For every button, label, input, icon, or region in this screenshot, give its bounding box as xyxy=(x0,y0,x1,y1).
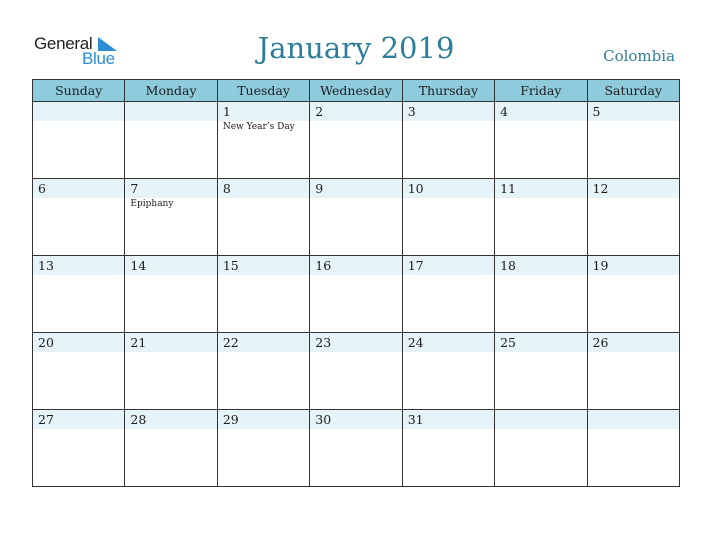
day-number: 27 xyxy=(38,412,54,427)
weekday-header: Tuesday xyxy=(217,80,309,102)
week-row xyxy=(33,179,680,256)
day-number: 14 xyxy=(130,258,147,273)
day-cell xyxy=(33,410,125,487)
day-cell xyxy=(495,179,587,256)
calendar-title: January 2019 xyxy=(257,31,455,65)
day-cell-band xyxy=(125,179,216,198)
day-cell xyxy=(217,256,309,333)
day-cell xyxy=(33,333,125,410)
weekday-header: Wednesday xyxy=(310,80,402,102)
day-number: 9 xyxy=(315,181,324,196)
day-cell xyxy=(402,333,494,410)
day-number: 30 xyxy=(315,412,332,427)
day-cell xyxy=(217,333,309,410)
day-cell xyxy=(495,102,587,179)
day-number: 16 xyxy=(315,258,332,273)
day-number: 7 xyxy=(130,181,139,196)
day-cell xyxy=(587,256,679,333)
day-cell xyxy=(402,410,494,487)
day-cell xyxy=(310,102,402,179)
day-number: 11 xyxy=(500,181,517,196)
logo-text-general: General xyxy=(34,34,93,53)
day-number: 4 xyxy=(500,104,509,119)
day-cell xyxy=(495,256,587,333)
day-number: 18 xyxy=(500,258,517,273)
day-cell-band xyxy=(125,102,216,121)
day-cell-band xyxy=(588,102,679,121)
day-number: 24 xyxy=(407,335,424,350)
weekday-header: Thursday xyxy=(402,80,494,102)
day-cell-band xyxy=(495,102,586,121)
day-cell xyxy=(310,410,402,487)
day-cell xyxy=(217,102,309,179)
day-cell xyxy=(125,256,217,333)
day-cell xyxy=(310,256,402,333)
logo-text-blue: Blue xyxy=(82,49,115,68)
day-number: 28 xyxy=(130,412,147,427)
day-cell xyxy=(33,102,125,179)
day-cell xyxy=(402,102,494,179)
day-cell xyxy=(402,256,494,333)
day-number: 21 xyxy=(130,335,147,350)
day-number: 3 xyxy=(407,104,416,119)
day-cell-band xyxy=(495,410,586,429)
day-number: 20 xyxy=(38,335,54,350)
day-cell xyxy=(310,179,402,256)
day-cell xyxy=(125,102,217,179)
day-cell xyxy=(310,333,402,410)
holiday-label: New Year’s Day xyxy=(222,122,295,132)
day-cell xyxy=(33,256,125,333)
weekday-header: Saturday xyxy=(587,80,679,102)
day-number: 26 xyxy=(592,335,609,350)
day-number: 12 xyxy=(592,181,609,196)
day-number: 19 xyxy=(592,258,609,273)
week-row xyxy=(33,410,680,487)
day-number: 17 xyxy=(407,258,424,273)
day-number: 10 xyxy=(407,181,424,196)
day-cell-band xyxy=(218,102,309,121)
day-cell xyxy=(125,179,217,256)
day-cell xyxy=(495,333,587,410)
day-cell-band xyxy=(310,179,401,198)
day-cell xyxy=(33,179,125,256)
weekday-header: Friday xyxy=(495,80,587,102)
day-cell-band xyxy=(218,179,309,198)
day-cell xyxy=(495,410,587,487)
week-row xyxy=(33,256,680,333)
holiday-label: Epiphany xyxy=(130,199,174,209)
day-cell xyxy=(217,410,309,487)
day-cell xyxy=(587,102,679,179)
day-cell-band xyxy=(33,179,124,198)
weekday-header: Monday xyxy=(125,80,217,102)
day-number: 5 xyxy=(592,104,601,119)
day-cell xyxy=(587,179,679,256)
day-number: 8 xyxy=(222,181,231,196)
day-number: 23 xyxy=(315,335,332,350)
day-cell-band xyxy=(403,102,494,121)
day-cell xyxy=(587,333,679,410)
day-cell xyxy=(587,410,679,487)
day-cell xyxy=(217,179,309,256)
day-number: 15 xyxy=(222,258,239,273)
day-number: 25 xyxy=(500,335,517,350)
calendar-grid xyxy=(32,79,680,487)
day-number: 13 xyxy=(38,258,54,273)
weekday-header: Sunday xyxy=(33,80,125,102)
week-row xyxy=(33,333,680,410)
day-cell xyxy=(125,410,217,487)
day-cell-band xyxy=(33,102,124,121)
day-cell-band xyxy=(588,410,679,429)
day-number: 6 xyxy=(38,181,46,196)
day-cell xyxy=(402,179,494,256)
day-cell xyxy=(125,333,217,410)
day-number: 29 xyxy=(222,412,239,427)
weekday-header-row xyxy=(33,80,680,102)
day-number: 2 xyxy=(315,104,324,119)
day-number: 31 xyxy=(407,412,424,427)
week-row xyxy=(33,102,680,179)
day-number: 22 xyxy=(222,335,239,350)
day-number: 1 xyxy=(222,104,231,119)
day-cell-band xyxy=(310,102,401,121)
country-label: Colombia xyxy=(603,47,675,65)
